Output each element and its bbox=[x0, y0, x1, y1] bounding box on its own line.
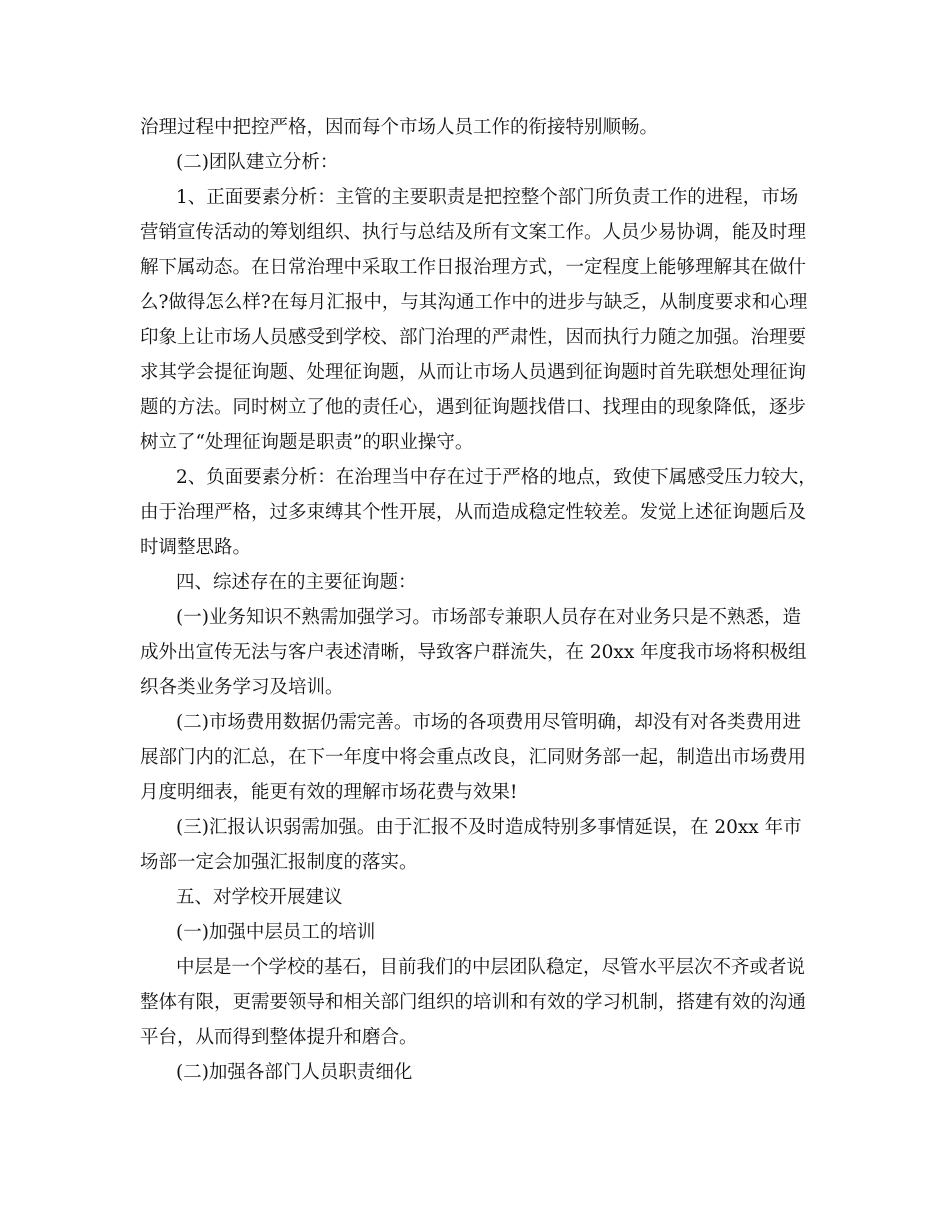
text-line: (一)加强中层员工的培训 bbox=[176, 922, 376, 943]
text-line: 中层是一个学校的基石，目前我们的中层团队稳定，尽管水平层次不齐或者说 bbox=[176, 957, 806, 978]
text-line: 整体有限，更需要领导和相关部门组织的培训和有效的学习机制，搭建有效的沟通 bbox=[140, 992, 807, 1013]
text-line: 治理过程中把控严格，因而每个市场人员工作的衔接特别顺畅。 bbox=[140, 117, 659, 138]
text-line: (二)加强各部门人员职责细化 bbox=[176, 1062, 413, 1083]
text-line: 展部门内的汇总，在下一年度中将会重点改良，汇同财务部一起，制造出市场费用 bbox=[140, 747, 807, 768]
text-line: 题的方法。同时树立了他的责任心，遇到征询题找借口、找理由的现象降低，逐步 bbox=[140, 397, 807, 418]
text-line: (一)业务知识不熟需加强学习。市场部专兼职人员存在对业务只是不熟悉，造 bbox=[176, 607, 801, 628]
text-line: 么?做得怎么样?在每月汇报中，与其沟通工作中的进步与缺乏，从制度要求和心理 bbox=[140, 292, 808, 313]
text-line: (二)团队建立分析： bbox=[176, 152, 339, 173]
text-line: 树立了“处理征询题是职责”的职业操守。 bbox=[140, 432, 474, 453]
text-line: 五、对学校开展建议 bbox=[176, 887, 343, 908]
text-line: 印象上让市场人员感受到学校、部门治理的严肃性，因而执行力随之加强。治理要 bbox=[140, 327, 807, 348]
text-line: 营销宣传活动的筹划组织、执行与总结及所有文案工作。人员少易协调，能及时理 bbox=[140, 222, 807, 243]
text-line: (二)市场费用数据仍需完善。市场的各项费用尽管明确，却没有对各类费用进 bbox=[176, 712, 801, 733]
text-line: 2、负面要素分析：在治理当中存在过于严格的地点，致使下属感受压力较大， bbox=[176, 467, 817, 488]
text-line: 由于治理严格，过多束缚其个性开展，从而造成稳定性较差。发觉上述征询题后及 bbox=[140, 502, 807, 523]
text-line: 求其学会提征询题、处理征询题，从而让市场人员遇到征询题时首先联想处理征询 bbox=[140, 362, 807, 383]
text-line: 时调整思路。 bbox=[140, 537, 252, 558]
text-line: 解下属动态。在日常治理中采取工作日报治理方式，一定程度上能够理解其在做什 bbox=[140, 257, 807, 278]
text-line: 场部一定会加强汇报制度的落实。 bbox=[140, 852, 418, 873]
text-line: 平台，从而得到整体提升和磨合。 bbox=[140, 1027, 418, 1048]
text-line: 四、综述存在的主要征询题： bbox=[176, 572, 417, 593]
text-line: 月度明细表，能更有效的理解市场花费与效果! bbox=[140, 782, 518, 803]
text-line: 织各类业务学习及培训。 bbox=[140, 677, 344, 698]
text-line: 成外出宣传无法与客户表述清晰，导致客户群流失，在 20xx 年度我市场将积极组 bbox=[140, 642, 807, 663]
text-line: 1、正面要素分析：主管的主要职责是把控整个部门所负责工作的进程，市场 bbox=[176, 187, 799, 208]
text-line: (三)汇报认识弱需加强。由于汇报不及时造成特别多事情延误，在 20xx 年市 bbox=[176, 817, 802, 838]
